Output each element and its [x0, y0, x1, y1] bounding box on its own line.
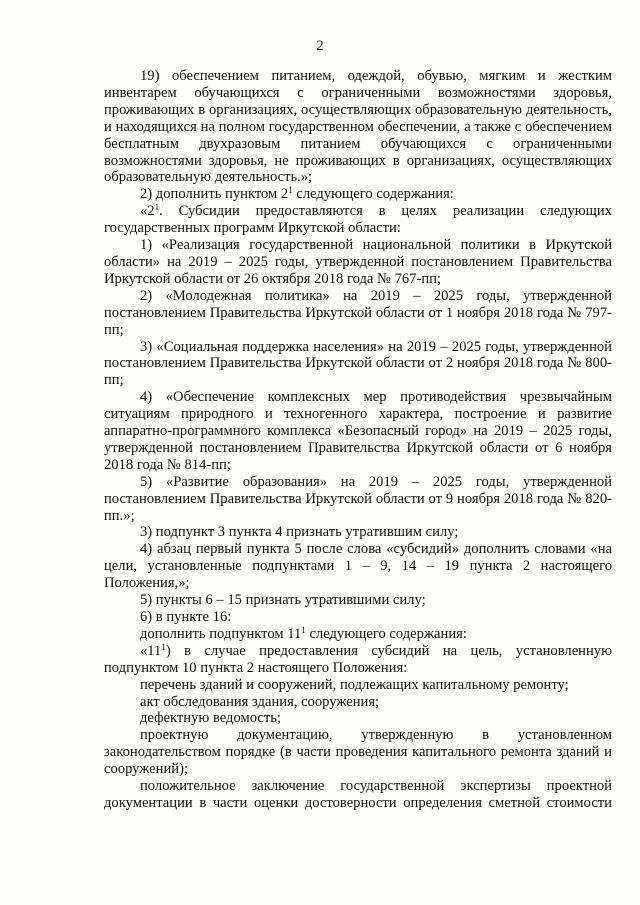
paragraph-program-3: 3) «Социальная поддержка населения» на 2019 – 2025 годы, утвержденной постановлением Правительства Иркутской области от 2 ноября 2018 года № 800-пп;	[104, 338, 612, 389]
paragraph-add-subpoint-11-1: дополнить подпунктом $11^1$ следующего содержания:	[140, 624, 467, 642]
paragraph-inspection-act: акт обследования здания, сооружения;	[140, 693, 380, 710]
paragraph-list-buildings: перечень зданий и сооружений, подлежащих капитальному ремонту;	[140, 676, 569, 693]
paragraph-amend-3: 3) подпункт 3 пункта 4 признать утратившим силу;	[140, 524, 459, 541]
document-body	[104, 68, 612, 812]
page-number: 2	[316, 38, 324, 54]
paragraph-program-4: 4) «Обеспечение комплексных мер противодействия чрезвычайным ситуациям природного и техногенного характера, построение и развитие аппаратно-программного комплекса «Безопасный город» на 2019 – 2025 годы, утвержденной постановлением Правительства Иркутской области от 6 ноября 2018 года № 814-пп;	[104, 389, 612, 473]
paragraph-point-2-1-subsidies: «$2^1$. Субсидии предоставляются в целях реализации следующих государственных программ Иркутской области:	[104, 202, 612, 237]
paragraph-amend-4: 4) абзац первый пункта 5 после слова «субсидий» дополнить словами «на цели, установленные подпунктами 1 – 9, 14 – 19 пункта 2 настоящего Положения,»;	[104, 541, 612, 592]
paragraph-program-2: 2) «Молодежная политика» на 2019 – 2025 годы, утвержденной постановлением Правительства Иркутской области от 1 ноября 2018 года № 797-пп;	[104, 287, 612, 338]
paragraph-subpoint-11-1: «$11^1$) в случае предоставления субсидий на цель, установленную подпунктом 10 пункта 2 настоящего Положения:	[104, 641, 612, 676]
paragraph-amend-6: 6) в пункте 16:	[140, 609, 232, 625]
paragraph-amend-5: 5) пункты 6 – 15 признать утратившими силу;	[140, 592, 426, 609]
paragraph-item-19: 19) обеспечением питанием, одеждой, обувью, мягким и жестким инвентарем обучающихся с ограниченными возможностями здоровья, проживающих в организациях, осуществляющих образовательную деятельность, и находящихся на полном государственном обеспечении, а также с обеспечением бесплатным двухразовым питанием обучающихся с ограниченными возможностями здоровья, не проживающих в организациях, осуществляющих образовательную деятельность.»;	[104, 68, 612, 186]
paragraph-program-1: 1) «Реализация государственной национальной политики в Иркутской области» на 2019 – 2025 годы, утвержденной постановлением Правительства Иркутской области от 26 октября 2018 года № 767-пп;	[104, 237, 612, 287]
paragraph-project-docs: проектную документацию, утвержденную в установленном законодательством порядке (в части проведения капитального ремонта зданий и сооружений);	[104, 727, 612, 778]
paragraph-defect-statement: дефектную ведомость;	[140, 710, 281, 727]
paragraph-program-5: 5) «Развитие образования» на 2019 – 2025 годы, утвержденной постановлением Правительства Иркутской области от 9 ноября 2018 года № 820-пп.»;	[104, 473, 612, 524]
paragraph-expert-conclusion: положительное заключение государственной экспертизы проектной документации в части оценки достоверности определения сметной стоимости	[104, 778, 612, 811]
paragraph-add-point-2-1: 2) дополнить пунктом $2^1$ следующего содержания:	[140, 185, 454, 203]
